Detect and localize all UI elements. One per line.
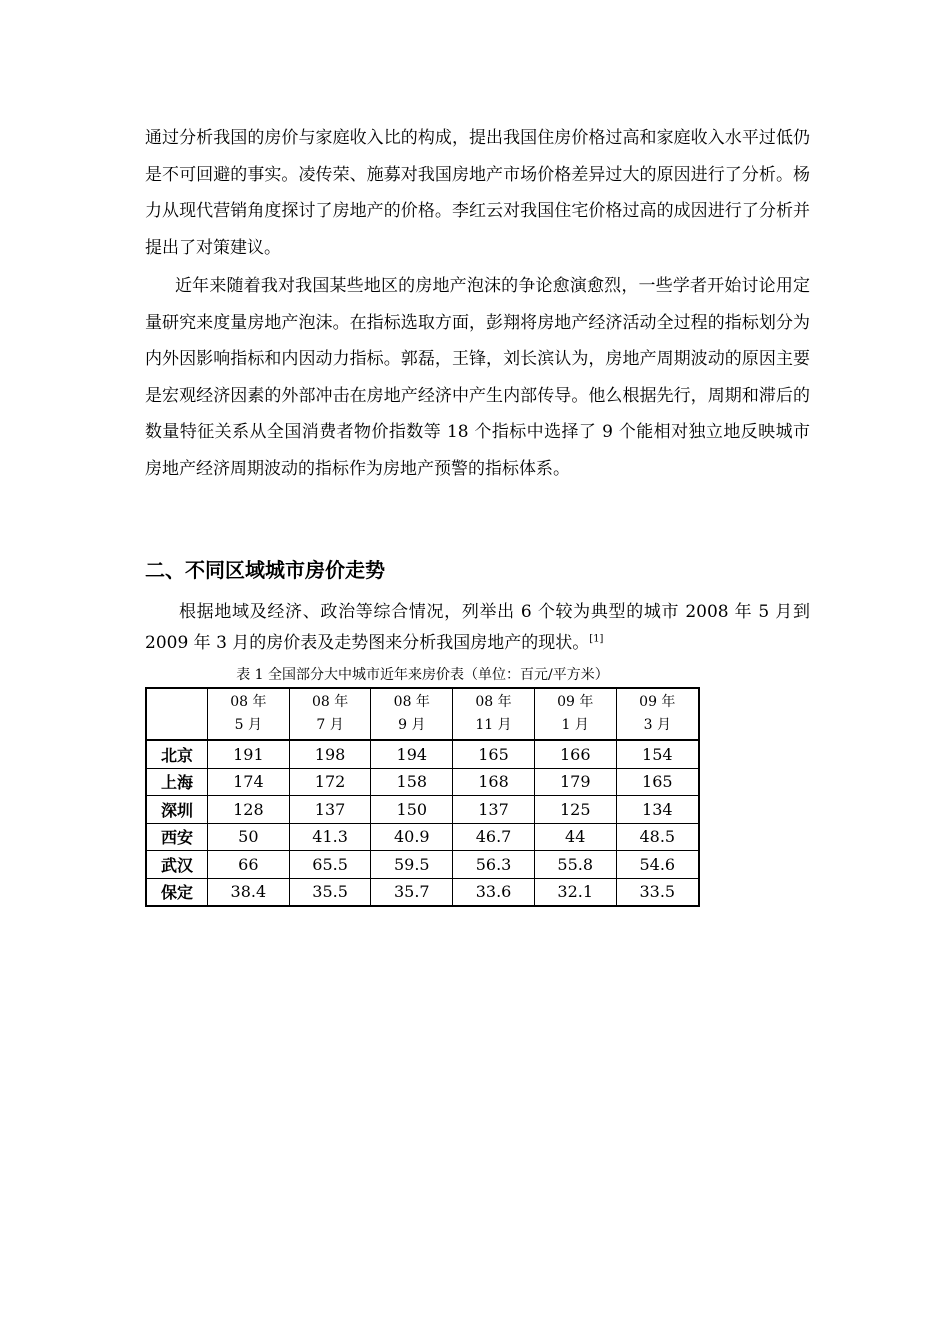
city-name-cell: 保定: [146, 878, 208, 906]
column-header: 08 年 5 月: [208, 688, 290, 740]
price-cell: 48.5: [616, 823, 699, 851]
house-price-table: [145, 687, 700, 907]
price-cell: 59.5: [371, 851, 453, 879]
paragraph-bubble-research: 近年来随着我对我国某些地区的房地产泡沫的争论愈演愈烈，一些学者开始讨论用定量研究来度量房地产泡沫。在指标选取方面，彭翔将房地产经济活动全过程的指标划分为内外因影响指标和内因动力指标。郭磊，王锋，刘长滨认为，房地产周期波动的原因主要是宏观经济因素的外部冲击在房地产经济中产生内部传导。他么根据先行，周期和滞后的数量特征关系从全国消费者物价指数等 18 个指标中选择了 9 个能相对独立地反映城市房地产经济周期波动的指标作为房地产预警的指标体系。: [145, 276, 810, 479]
table-header-row: [146, 688, 699, 740]
column-header: 09 年 1 月: [534, 688, 616, 740]
price-cell: 137: [289, 796, 371, 824]
price-cell: 168: [453, 768, 535, 796]
paragraph-income-ratio: 通过分析我国的房价与家庭收入比的构成，提出我国住房价格过高和家庭收入水平过低仍是不可回避的事实。凌传荣、施募对我国房地产市场价格差异过大的原因进行了分析。杨力从现代营销角度探讨了房地产的价格。李红云对我国住宅价格过高的成因进行了分析并提出了对策建议。: [145, 128, 810, 258]
price-cell: 40.9: [371, 823, 453, 851]
price-cell: 179: [534, 768, 616, 796]
price-cell: 44: [534, 823, 616, 851]
price-cell: 150: [371, 796, 453, 824]
price-cell: 33.6: [453, 878, 535, 906]
price-cell: 137: [453, 796, 535, 824]
price-cell: 166: [534, 740, 616, 768]
price-cell: 165: [616, 768, 699, 796]
price-cell: 65.5: [289, 851, 371, 879]
price-cell: 46.7: [453, 823, 535, 851]
price-cell: 66: [208, 851, 290, 879]
city-name-cell: 上海: [146, 768, 208, 796]
table-corner-cell: [146, 688, 208, 740]
price-cell: 32.1: [534, 878, 616, 906]
city-name-cell: 西安: [146, 823, 208, 851]
column-header: 09 年 3 月: [616, 688, 699, 740]
price-cell: 41.3: [289, 823, 371, 851]
table-row: [146, 878, 699, 906]
price-cell: 50: [208, 823, 290, 851]
price-cell: 165: [453, 740, 535, 768]
price-cell: 125: [534, 796, 616, 824]
price-cell: 55.8: [534, 851, 616, 879]
city-name-cell: 深圳: [146, 796, 208, 824]
table-row: [146, 768, 699, 796]
price-cell: 172: [289, 768, 371, 796]
price-cell: 128: [208, 796, 290, 824]
column-header: 08 年 9 月: [371, 688, 453, 740]
column-header: 08 年 11 月: [453, 688, 535, 740]
price-cell: 194: [371, 740, 453, 768]
paragraph-table-intro-text: 根据地域及经济、政治等综合情况，列举出 6 个较为典型的城市 2008 年 5 月到 2009 年 3 月的房价表及走势图来分析我国房地产的现状。: [145, 602, 810, 653]
table-row: [146, 796, 699, 824]
price-cell: 35.5: [289, 878, 371, 906]
price-cell: 35.7: [371, 878, 453, 906]
paragraph-table-intro: [145, 597, 810, 659]
price-cell: 38.4: [208, 878, 290, 906]
table-row: [146, 851, 699, 879]
price-cell: 56.3: [453, 851, 535, 879]
price-cell: 198: [289, 740, 371, 768]
table-caption: 表 1 全国部分大中城市近年来房价表（单位：百元/平方米）: [236, 667, 609, 683]
table-row: [146, 823, 699, 851]
reference-marker: [1]: [589, 633, 604, 645]
price-cell: 154: [616, 740, 699, 768]
price-cell: 33.5: [616, 878, 699, 906]
city-name-cell: 武汉: [146, 851, 208, 879]
column-header: 08 年 7 月: [289, 688, 371, 740]
table-row: [146, 740, 699, 768]
price-cell: 191: [208, 740, 290, 768]
city-name-cell: 北京: [146, 740, 208, 768]
price-cell: 174: [208, 768, 290, 796]
price-cell: 158: [371, 768, 453, 796]
price-cell: 134: [616, 796, 699, 824]
section-heading: 二、不同区域城市房价走势: [145, 558, 385, 582]
price-cell: 54.6: [616, 851, 699, 879]
